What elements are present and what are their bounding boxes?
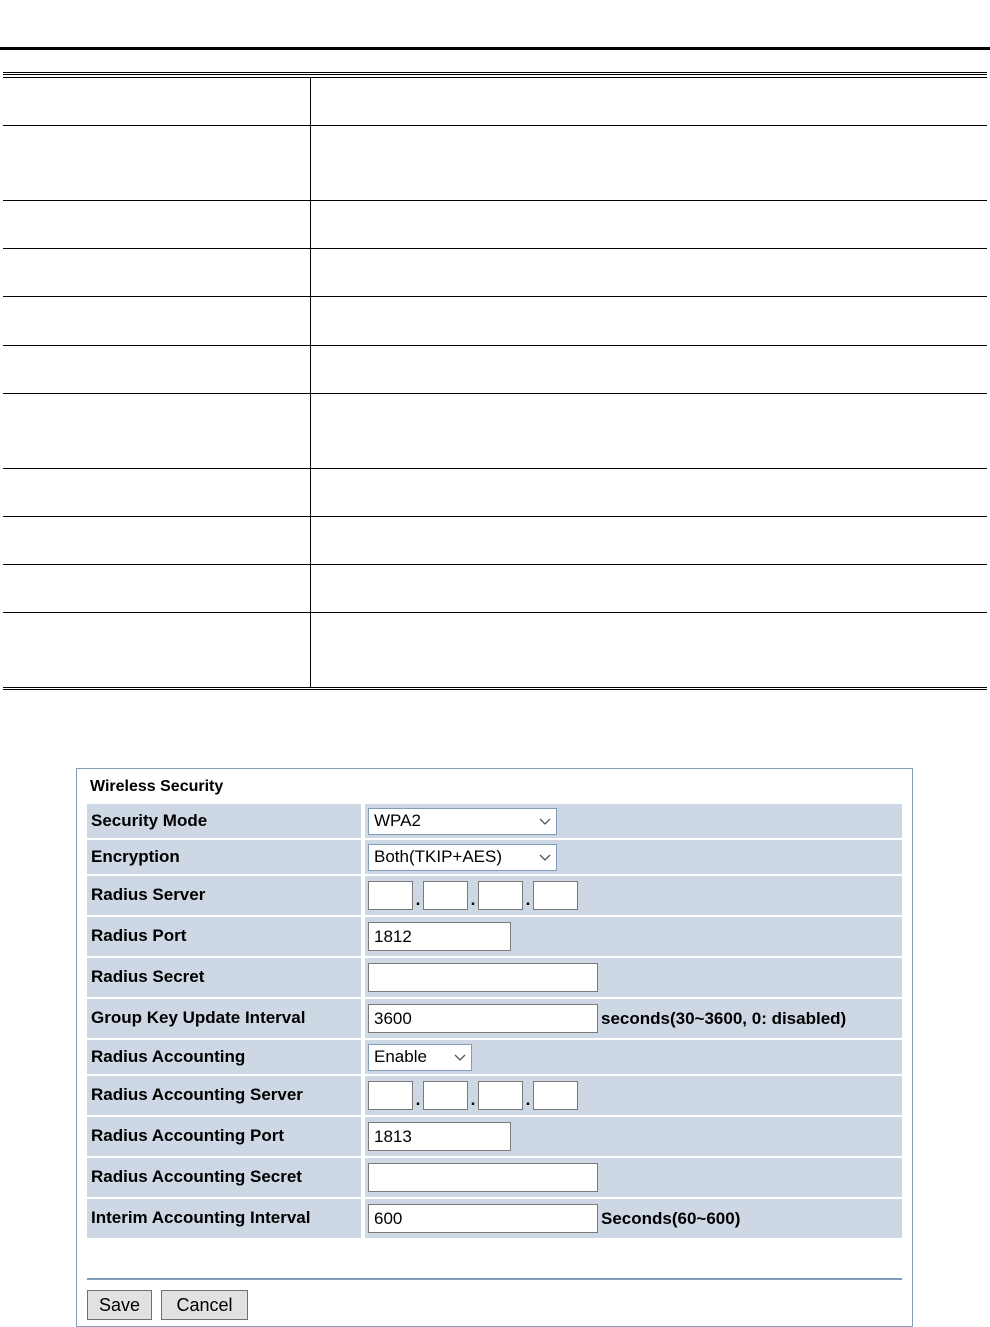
encryption-label: Encryption	[87, 840, 365, 876]
table-cell	[3, 126, 311, 200]
radius-port-input[interactable]: 1812	[368, 922, 511, 951]
cancel-button[interactable]: Cancel	[161, 1290, 248, 1320]
radius-accounting-value: Enable	[374, 1047, 427, 1066]
radius-accounting-port-label: Radius Accounting Port	[87, 1117, 365, 1158]
radius-secret-input[interactable]	[368, 963, 598, 992]
chevron-down-icon	[453, 1051, 467, 1065]
radius-accounting-server-octet-3[interactable]	[478, 1081, 523, 1110]
radius-accounting-server-cell	[365, 1076, 902, 1117]
radius-accounting-port-cell	[365, 1117, 902, 1158]
document-header-rule	[0, 47, 990, 50]
encryption-cell	[365, 840, 902, 876]
wireless-security-panel	[76, 768, 913, 1327]
table-cell	[311, 613, 987, 687]
row-radius-accounting-port	[87, 1117, 902, 1158]
group-key-hint: seconds(30~3600, 0: disabled)	[601, 1008, 847, 1028]
group-key-label: Group Key Update Interval	[87, 999, 365, 1040]
table-cell	[3, 565, 311, 612]
table-cell	[311, 126, 987, 200]
interim-interval-label: Interim Accounting Interval	[87, 1199, 365, 1240]
ip-dot: .	[525, 1089, 531, 1109]
table-cell	[311, 394, 987, 468]
table-row	[3, 249, 987, 297]
radius-accounting-secret-input[interactable]	[368, 1163, 598, 1192]
table-row	[3, 565, 987, 613]
radius-server-cell	[365, 876, 902, 917]
radius-accounting-server-octet-1[interactable]	[368, 1081, 413, 1110]
table-row	[3, 78, 987, 126]
row-radius-port	[87, 917, 902, 958]
table-cell	[311, 565, 987, 612]
row-radius-accounting-server	[87, 1076, 902, 1117]
group-key-input[interactable]: 3600	[368, 1004, 598, 1033]
interim-interval-input[interactable]: 600	[368, 1204, 598, 1233]
table-row	[3, 394, 987, 469]
radius-server-label: Radius Server	[87, 876, 365, 917]
table-cell	[311, 201, 987, 248]
radius-server-octet-3[interactable]	[478, 881, 523, 910]
radius-secret-cell	[365, 958, 902, 999]
radius-accounting-server-octet-4[interactable]	[533, 1081, 578, 1110]
table-cell	[311, 517, 987, 564]
chevron-down-icon	[538, 851, 552, 865]
row-radius-accounting-secret	[87, 1158, 902, 1199]
table-cell	[3, 469, 311, 516]
footer-divider	[87, 1278, 902, 1280]
table-cell	[3, 249, 311, 296]
table-cell	[311, 346, 987, 393]
row-radius-secret	[87, 958, 902, 999]
radius-secret-label: Radius Secret	[87, 958, 365, 999]
radius-accounting-secret-cell	[365, 1158, 902, 1199]
radius-accounting-secret-label: Radius Accounting Secret	[87, 1158, 365, 1199]
table-cell	[3, 394, 311, 468]
radius-accounting-server-octet-2[interactable]	[423, 1081, 468, 1110]
ip-dot: .	[415, 1089, 421, 1109]
radius-accounting-server-label: Radius Accounting Server	[87, 1076, 365, 1117]
panel-title: Wireless Security	[90, 778, 224, 795]
radius-port-cell	[365, 917, 902, 958]
table-cell	[3, 517, 311, 564]
radius-accounting-select[interactable]	[368, 1044, 472, 1071]
table-cell	[3, 613, 311, 687]
row-interim-accounting-interval	[87, 1199, 902, 1240]
interim-interval-hint: Seconds(60~600)	[601, 1208, 741, 1228]
row-encryption	[87, 840, 902, 876]
row-radius-accounting	[87, 1040, 902, 1076]
radius-accounting-port-input[interactable]: 1813	[368, 1122, 511, 1151]
group-key-cell	[365, 999, 902, 1040]
document-table	[3, 72, 987, 690]
security-mode-label: Security Mode	[87, 804, 365, 840]
table-cell	[311, 249, 987, 296]
table-row	[3, 346, 987, 394]
ip-dot: .	[470, 889, 476, 909]
radius-server-octet-1[interactable]	[368, 881, 413, 910]
encryption-select[interactable]	[368, 844, 557, 871]
table-cell	[311, 78, 987, 125]
encryption-value: Both(TKIP+AES)	[374, 847, 503, 866]
table-cell	[3, 201, 311, 248]
ip-dot: .	[525, 889, 531, 909]
table-row	[3, 469, 987, 517]
save-button[interactable]: Save	[87, 1290, 152, 1320]
radius-server-octet-2[interactable]	[423, 881, 468, 910]
table-row	[3, 126, 987, 201]
chevron-down-icon	[538, 815, 552, 829]
radius-server-octet-4[interactable]	[533, 881, 578, 910]
row-group-key-interval	[87, 999, 902, 1040]
ip-dot: .	[470, 1089, 476, 1109]
security-mode-value: WPA2	[374, 811, 421, 830]
interim-interval-cell	[365, 1199, 902, 1240]
row-radius-server	[87, 876, 902, 917]
table-row	[3, 297, 987, 346]
table-cell	[3, 78, 311, 125]
table-cell	[3, 297, 311, 345]
security-mode-cell	[365, 804, 902, 840]
settings-rows	[87, 804, 902, 1240]
table-row	[3, 201, 987, 249]
table-row	[3, 613, 987, 687]
table-cell	[3, 346, 311, 393]
table-cell	[311, 469, 987, 516]
radius-port-label: Radius Port	[87, 917, 365, 958]
security-mode-select[interactable]	[368, 808, 557, 835]
table-cell	[311, 297, 987, 345]
ip-dot: .	[415, 889, 421, 909]
row-security-mode	[87, 804, 902, 840]
radius-accounting-cell	[365, 1040, 902, 1076]
table-row	[3, 517, 987, 565]
radius-accounting-label: Radius Accounting	[87, 1040, 365, 1076]
